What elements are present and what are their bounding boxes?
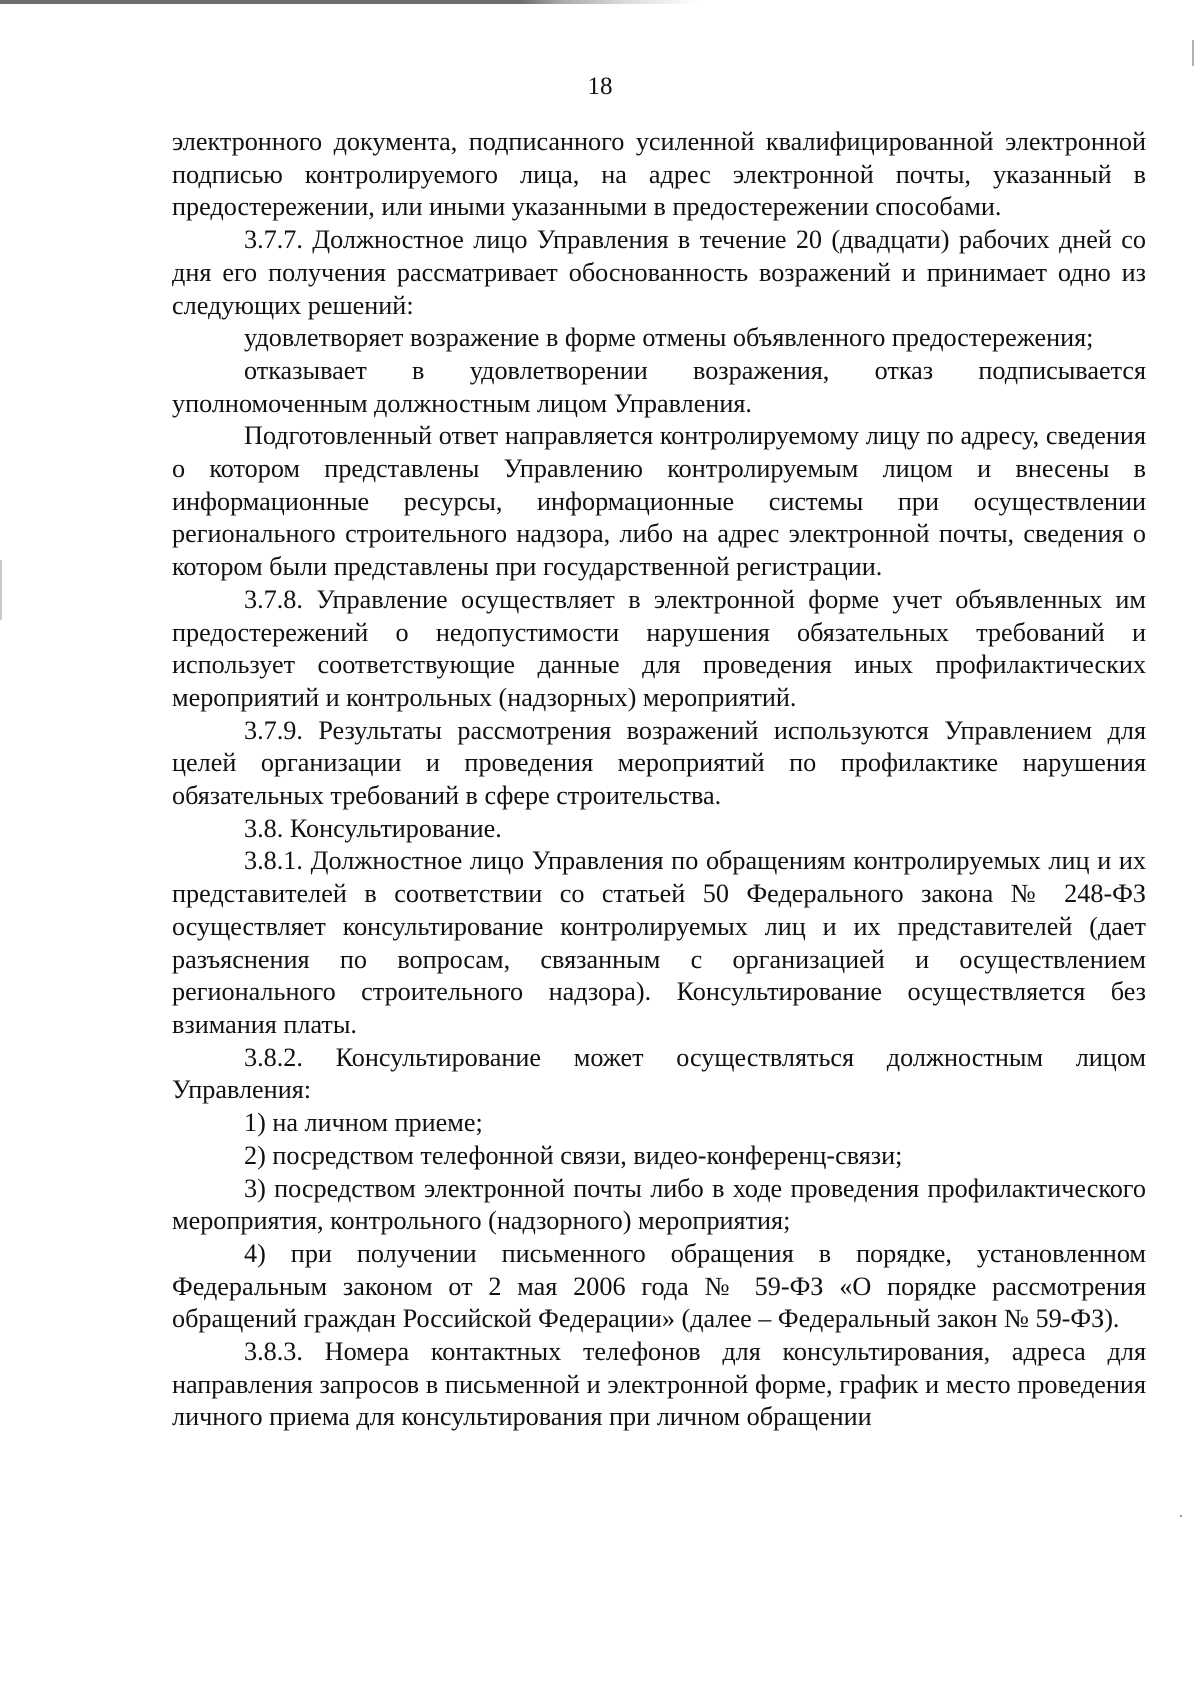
list-item-1: 1) на личном приеме;: [244, 1108, 483, 1138]
document-body: [172, 126, 1146, 1434]
scan-artifact-left: [0, 560, 2, 620]
section-heading-3-8: 3.8. Консультирование.: [244, 813, 502, 843]
paragraph-3-7-7: 3.7.7. Должностное лицо Управления в течение 20 (двадцати) рабочих дней со дня его получения рассматривает обоснованность возражений и принимает одно из следующих решений:: [172, 225, 1146, 320]
paragraph-decision-satisfy: удовлетворяет возражение в форме отмены объявленного предостережения;: [244, 323, 1094, 353]
paragraph-3-8-2: 3.8.2. Консультирование может осуществляться должностным лицом Управления:: [172, 1042, 1146, 1105]
scan-artifact-dot: [1180, 1515, 1182, 1517]
paragraph-decision-refuse: отказывает в удовлетворении возражения, отказ подписывается уполномоченным должностным лицом Управления.: [172, 355, 1146, 418]
paragraph-3-8-3: 3.8.3. Номера контактных телефонов для консультирования, адреса для направления запросов в письменной и электронной форме, график и место проведения личного приема для консультирования при личном обращении: [172, 1337, 1146, 1432]
scan-artifact-right: [1192, 40, 1194, 66]
paragraph-3-7-9: 3.7.9. Результаты рассмотрения возражений используются Управлением для целей организации и проведения мероприятий по профилактике нарушения обязательных требований в сфере строительства.: [172, 715, 1146, 811]
paragraph-prepared-answer: Подготовленный ответ направляется контролируемому лицу по адресу, сведения о котором представлены Управлению контролируемым лицом и внесены в информационные ресурсы, информационные системы при осуществлении регионального строительного надзора, либо на адрес электронной почты, сведения о котором были представлены при государственной регистрации.: [172, 421, 1146, 582]
paragraph-continuation: электронного документа, подписанного усиленной квалифицированной электронной подписью контролируемого лица, на адрес электронной почты, указанный в предостережении, или иными указанными в предостережении способами.: [172, 127, 1146, 222]
paragraph-3-8-1: 3.8.1. Должностное лицо Управления по обращениям контролируемых лиц и их представителей в соответствии со статьей 50 Федерального закона № 248-ФЗ осуществляет консультирование контролируемых лиц и их представителей (дает разъяснения по вопросам, связанным с организацией и осуществлением регионального строительного надзора). Консультирование осуществляется без взимания платы.: [172, 846, 1146, 1039]
list-item-2: 2) посредством телефонной связи, видео-конференц-связи;: [244, 1140, 903, 1170]
page-number: 18: [587, 73, 613, 100]
list-item-3: 3) посредством электронной почты либо в ходе проведения профилактического мероприятия, контрольного (надзорного) мероприятия;: [172, 1173, 1146, 1236]
scan-edge-line: [0, 0, 1200, 4]
paragraph-3-7-8: 3.7.8. Управление осуществляет в электронной форме учет объявленных им предостережений о недопустимости нарушения обязательных требований и использует соответствующие данные для проведения иных профилактических мероприятий и контрольных (надзорных) мероприятий.: [172, 584, 1146, 712]
list-item-4: 4) при получении письменного обращения в порядке, установленном Федеральным законом от 2 мая 2006 года № 59-ФЗ «О порядке рассмотрения обращений граждан Российской Федерации» (далее – Федеральный закон № 59-ФЗ).: [172, 1238, 1146, 1334]
